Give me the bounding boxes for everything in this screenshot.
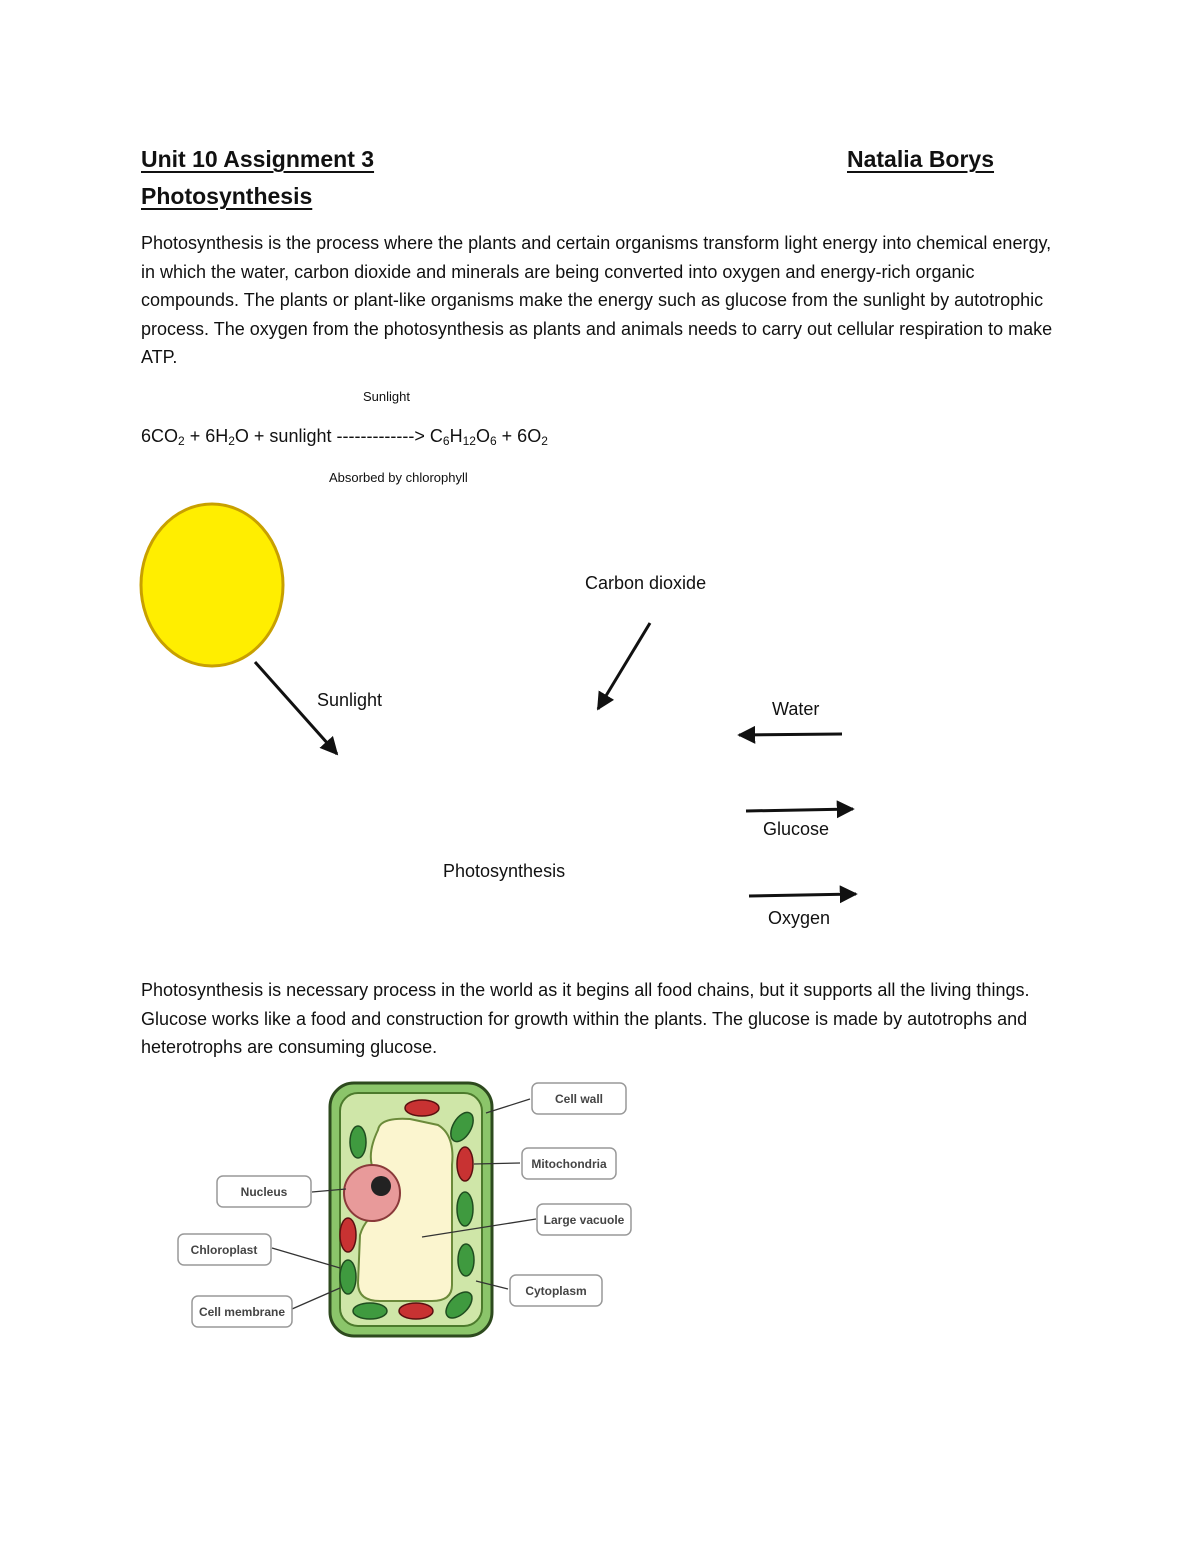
carbon-dioxide-label: Carbon dioxide xyxy=(585,573,707,593)
photosynthesis-center-label: Photosynthesis xyxy=(443,861,566,881)
nucleus-label: Nucleus xyxy=(240,1185,288,1199)
chloroplast xyxy=(353,1303,387,1319)
water-arrow xyxy=(739,734,842,735)
water-label: Water xyxy=(772,699,820,719)
cell-membrane-label: Cell membrane xyxy=(198,1305,286,1319)
sun-shape xyxy=(141,504,283,666)
glucose-label: Glucose xyxy=(763,819,830,839)
mitochondrion xyxy=(405,1100,439,1116)
second-paragraph: Photosynthesis is necessary process in the world as it begins all food chains, but it supports all the living things. Glucose works like a food and construction for growth within the plants. The glucose is made by autotrophs and heterotrophs are consuming glucose. xyxy=(141,980,1030,1058)
intro-paragraph: Photosynthesis is the process where the plants and certain organisms transform light energy into chemical energy, in which the water, carbon dioxide and minerals are being converted into oxygen and energy-rich organic compounds. The plants or plant-like organisms make the energy such as glucose from the sunlight by autotrophic process. The oxygen from the photosynthesis as plants and animals needs to carry out cellular respiration to make ATP. xyxy=(141,233,1053,368)
plant-cell-diagram xyxy=(170,1075,660,1345)
nucleolus xyxy=(371,1176,391,1196)
author-name: Natalia Borys xyxy=(847,146,995,172)
mitochondrion xyxy=(399,1303,433,1319)
chloroplast xyxy=(457,1192,473,1226)
chloroplast xyxy=(458,1244,474,1276)
mitochondrion xyxy=(457,1147,473,1181)
nucleus xyxy=(344,1165,400,1221)
document-title: Unit 10 Assignment 3 xyxy=(141,146,375,172)
photosynthesis-equation: $6CO_2 + 6H_2O$ + sunlight -------------> $C_6H_{12}O_6 + 6O_2$ xyxy=(141,426,548,448)
oxygen-label: Oxygen xyxy=(768,908,831,928)
chloroplast xyxy=(350,1126,366,1158)
mitochondrion xyxy=(340,1218,356,1252)
sunlight-label: Sunlight xyxy=(317,690,383,710)
chloroplast xyxy=(340,1260,356,1294)
cytoplasm-label: Cytoplasm xyxy=(525,1284,587,1298)
section-heading: Photosynthesis xyxy=(141,183,313,209)
mitochondria-label: Mitochondria xyxy=(531,1157,607,1171)
oxygen-arrow xyxy=(749,894,856,896)
chloroplast-label: Chloroplast xyxy=(190,1243,258,1257)
equation-below-label: Absorbed by chlorophyll xyxy=(329,470,468,485)
large-vacuole-label: Large vacuole xyxy=(543,1213,625,1227)
photosynthesis-diagram xyxy=(0,490,1200,960)
equation-above-label: Sunlight xyxy=(363,389,410,404)
carbon-dioxide-arrow xyxy=(598,623,650,709)
cell-wall-label: Cell wall xyxy=(554,1092,604,1106)
glucose-arrow xyxy=(746,809,853,811)
